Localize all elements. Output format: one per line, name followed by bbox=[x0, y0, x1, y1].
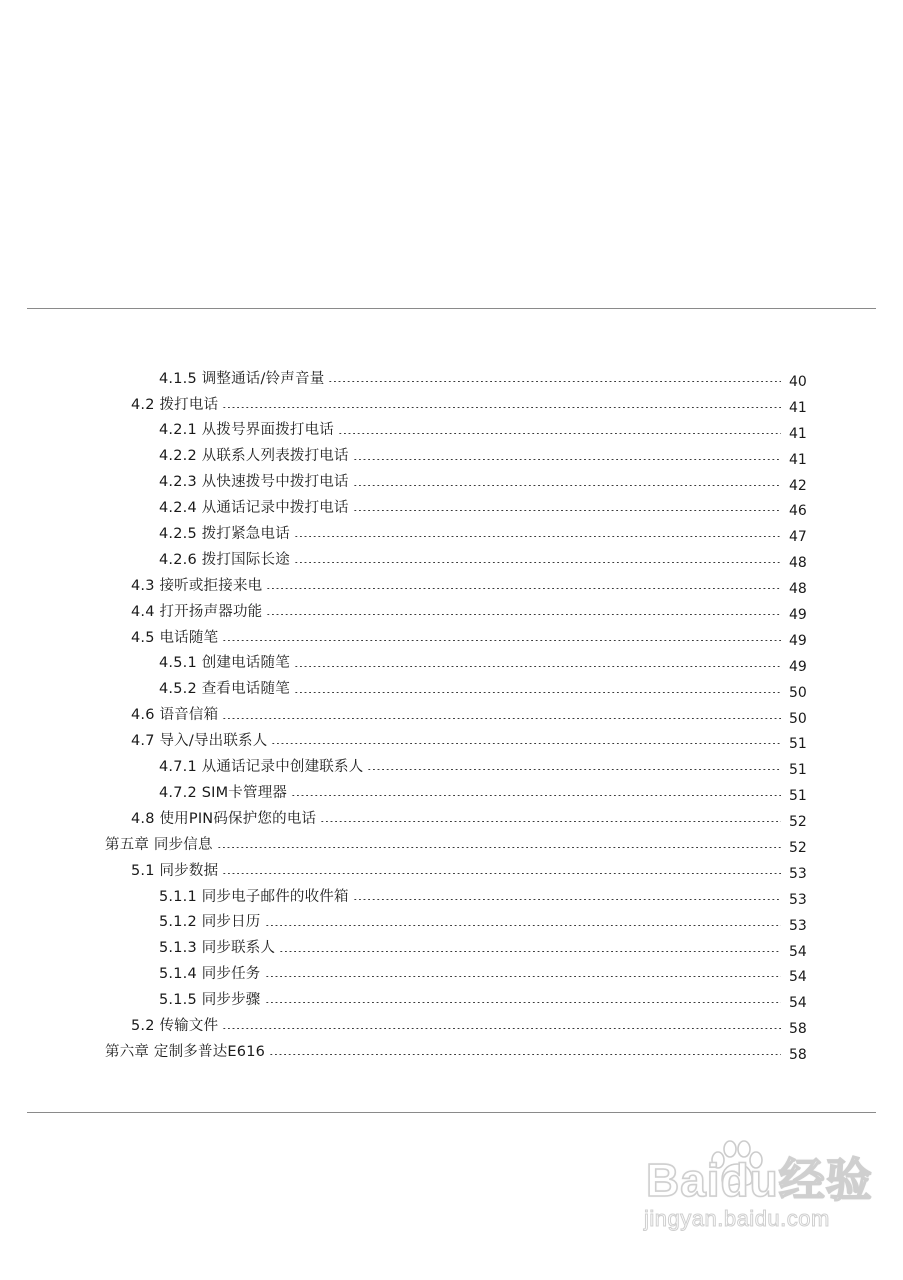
dot-leader bbox=[353, 510, 781, 511]
toc-entry bbox=[0, 910, 903, 936]
toc-entry-page-number: 51 bbox=[789, 762, 807, 779]
toc-entry-label: 4.8 使用PIN码保护您的电话 bbox=[131, 810, 317, 827]
toc-entry-page-number: 53 bbox=[789, 891, 807, 908]
table-of-contents bbox=[0, 366, 903, 1065]
dot-leader bbox=[265, 1002, 781, 1003]
toc-entry-page-number: 51 bbox=[789, 736, 807, 753]
toc-entry bbox=[0, 599, 903, 625]
toc-entry-page-number: 53 bbox=[789, 917, 807, 934]
toc-entry bbox=[0, 884, 903, 910]
toc-entry-page-number: 49 bbox=[789, 632, 807, 649]
toc-entry bbox=[0, 703, 903, 729]
toc-entry bbox=[0, 573, 903, 599]
toc-entry-label: 4.1.5 调整通话/铃声音量 bbox=[159, 370, 325, 387]
dot-leader bbox=[222, 1028, 781, 1029]
toc-entry-label: 5.1.1 同步电子邮件的收件箱 bbox=[159, 888, 349, 905]
toc-entry-label: 4.5.2 查看电话随笔 bbox=[159, 681, 290, 698]
dot-leader bbox=[353, 485, 781, 486]
toc-entry-label: 4.2.5 拨打紧急电话 bbox=[159, 526, 290, 543]
toc-entry-page-number: 58 bbox=[789, 1047, 807, 1064]
dot-leader bbox=[320, 821, 781, 822]
dot-leader bbox=[266, 614, 781, 615]
dot-leader bbox=[265, 925, 781, 926]
dot-leader bbox=[294, 562, 781, 563]
toc-entry bbox=[0, 625, 903, 651]
toc-entry-label: 4.2.1 从拨号界面拨打电话 bbox=[159, 422, 335, 439]
toc-entry bbox=[0, 754, 903, 780]
toc-entry-label: 4.5 电话随笔 bbox=[131, 629, 219, 646]
dot-leader bbox=[353, 459, 781, 460]
toc-entry-label: 4.7.1 从通话记录中创建联系人 bbox=[159, 759, 364, 776]
toc-entry-label: 4.7 导入/导出联系人 bbox=[131, 733, 268, 750]
toc-entry bbox=[0, 444, 903, 470]
top-rule bbox=[27, 308, 876, 309]
toc-entry-page-number: 42 bbox=[789, 477, 807, 494]
toc-entry bbox=[0, 832, 903, 858]
toc-entry bbox=[0, 521, 903, 547]
toc-entry-page-number: 49 bbox=[789, 658, 807, 675]
dot-leader bbox=[217, 847, 781, 848]
toc-entry-page-number: 48 bbox=[789, 581, 807, 598]
toc-entry-label: 4.2.3 从快速拨号中拨打电话 bbox=[159, 474, 349, 491]
toc-entry-page-number: 53 bbox=[789, 865, 807, 882]
toc-entry-page-number: 54 bbox=[789, 995, 807, 1012]
toc-entry bbox=[0, 677, 903, 703]
dot-leader bbox=[269, 1054, 781, 1055]
dot-leader bbox=[222, 640, 781, 641]
dot-leader bbox=[338, 433, 781, 434]
watermark-url-text: jingyan.baidu.com bbox=[644, 1206, 830, 1231]
toc-entry-label: 4.4 打开扬声器功能 bbox=[131, 603, 263, 620]
toc-entry-page-number: 41 bbox=[789, 425, 807, 442]
toc-entry-label: 第五章 同步信息 bbox=[105, 836, 213, 853]
toc-entry-page-number: 47 bbox=[789, 529, 807, 546]
toc-entry bbox=[0, 728, 903, 754]
toc-entry-label: 5.1.3 同步联系人 bbox=[159, 940, 276, 957]
watermark-logo-text: Baidu经验 bbox=[646, 1154, 873, 1206]
toc-entry-page-number: 50 bbox=[789, 710, 807, 727]
toc-entry bbox=[0, 651, 903, 677]
toc-entry-label: 4.6 语音信箱 bbox=[131, 707, 219, 724]
toc-entry-page-number: 40 bbox=[789, 373, 807, 390]
dot-leader bbox=[294, 536, 781, 537]
dot-leader bbox=[222, 718, 781, 719]
baidu-jingyan-watermark bbox=[640, 1140, 880, 1240]
toc-entry-page-number: 50 bbox=[789, 684, 807, 701]
toc-entry-label: 5.1 同步数据 bbox=[131, 862, 219, 879]
toc-entry bbox=[0, 936, 903, 962]
toc-entry-label: 第六章 定制多普达E616 bbox=[105, 1043, 266, 1060]
toc-entry bbox=[0, 961, 903, 987]
toc-entry bbox=[0, 780, 903, 806]
dot-leader bbox=[271, 743, 781, 744]
dot-leader bbox=[328, 381, 781, 382]
toc-entry-page-number: 52 bbox=[789, 814, 807, 831]
toc-entry bbox=[0, 1013, 903, 1039]
toc-entry-page-number: 54 bbox=[789, 969, 807, 986]
toc-entry bbox=[0, 470, 903, 496]
dot-leader bbox=[294, 666, 781, 667]
toc-entry-label: 4.5.1 创建电话随笔 bbox=[159, 655, 290, 672]
toc-entry-label: 4.2.2 从联系人列表拨打电话 bbox=[159, 448, 349, 465]
toc-entry bbox=[0, 366, 903, 392]
toc-entry-page-number: 41 bbox=[789, 399, 807, 416]
dot-leader bbox=[279, 951, 781, 952]
toc-entry bbox=[0, 392, 903, 418]
toc-entry-label: 5.1.4 同步任务 bbox=[159, 966, 261, 983]
toc-entry-label: 4.7.2 SIM卡管理器 bbox=[159, 784, 288, 801]
toc-entry-label: 4.2.6 拨打国际长途 bbox=[159, 551, 290, 568]
toc-entry-page-number: 41 bbox=[789, 451, 807, 468]
dot-leader bbox=[266, 588, 781, 589]
toc-entry bbox=[0, 495, 903, 521]
toc-entry bbox=[0, 418, 903, 444]
toc-entry-label: 5.1.2 同步日历 bbox=[159, 914, 261, 931]
bottom-rule bbox=[27, 1112, 876, 1113]
toc-entry-label: 5.1.5 同步步骤 bbox=[159, 992, 261, 1009]
dot-leader bbox=[222, 873, 781, 874]
toc-entry-page-number: 52 bbox=[789, 839, 807, 856]
toc-entry-label: 4.2.4 从通话记录中拨打电话 bbox=[159, 500, 349, 517]
toc-entry-page-number: 48 bbox=[789, 555, 807, 572]
toc-entry-label: 4.2 拨打电话 bbox=[131, 396, 219, 413]
toc-entry-page-number: 51 bbox=[789, 788, 807, 805]
toc-entry bbox=[0, 858, 903, 884]
toc-entry-page-number: 54 bbox=[789, 943, 807, 960]
toc-entry-page-number: 49 bbox=[789, 606, 807, 623]
toc-entry-label: 5.2 传输文件 bbox=[131, 1017, 219, 1034]
dot-leader bbox=[291, 795, 781, 796]
dot-leader bbox=[353, 899, 781, 900]
dot-leader bbox=[265, 976, 781, 977]
dot-leader bbox=[367, 769, 781, 770]
toc-entry-page-number: 46 bbox=[789, 503, 807, 520]
dot-leader bbox=[222, 407, 781, 408]
toc-entry-label: 4.3 接听或拒接来电 bbox=[131, 577, 263, 594]
toc-entry bbox=[0, 806, 903, 832]
dot-leader bbox=[294, 692, 781, 693]
toc-entry-page-number: 58 bbox=[789, 1021, 807, 1038]
toc-entry bbox=[0, 987, 903, 1013]
toc-entry bbox=[0, 1039, 903, 1065]
toc-entry bbox=[0, 547, 903, 573]
